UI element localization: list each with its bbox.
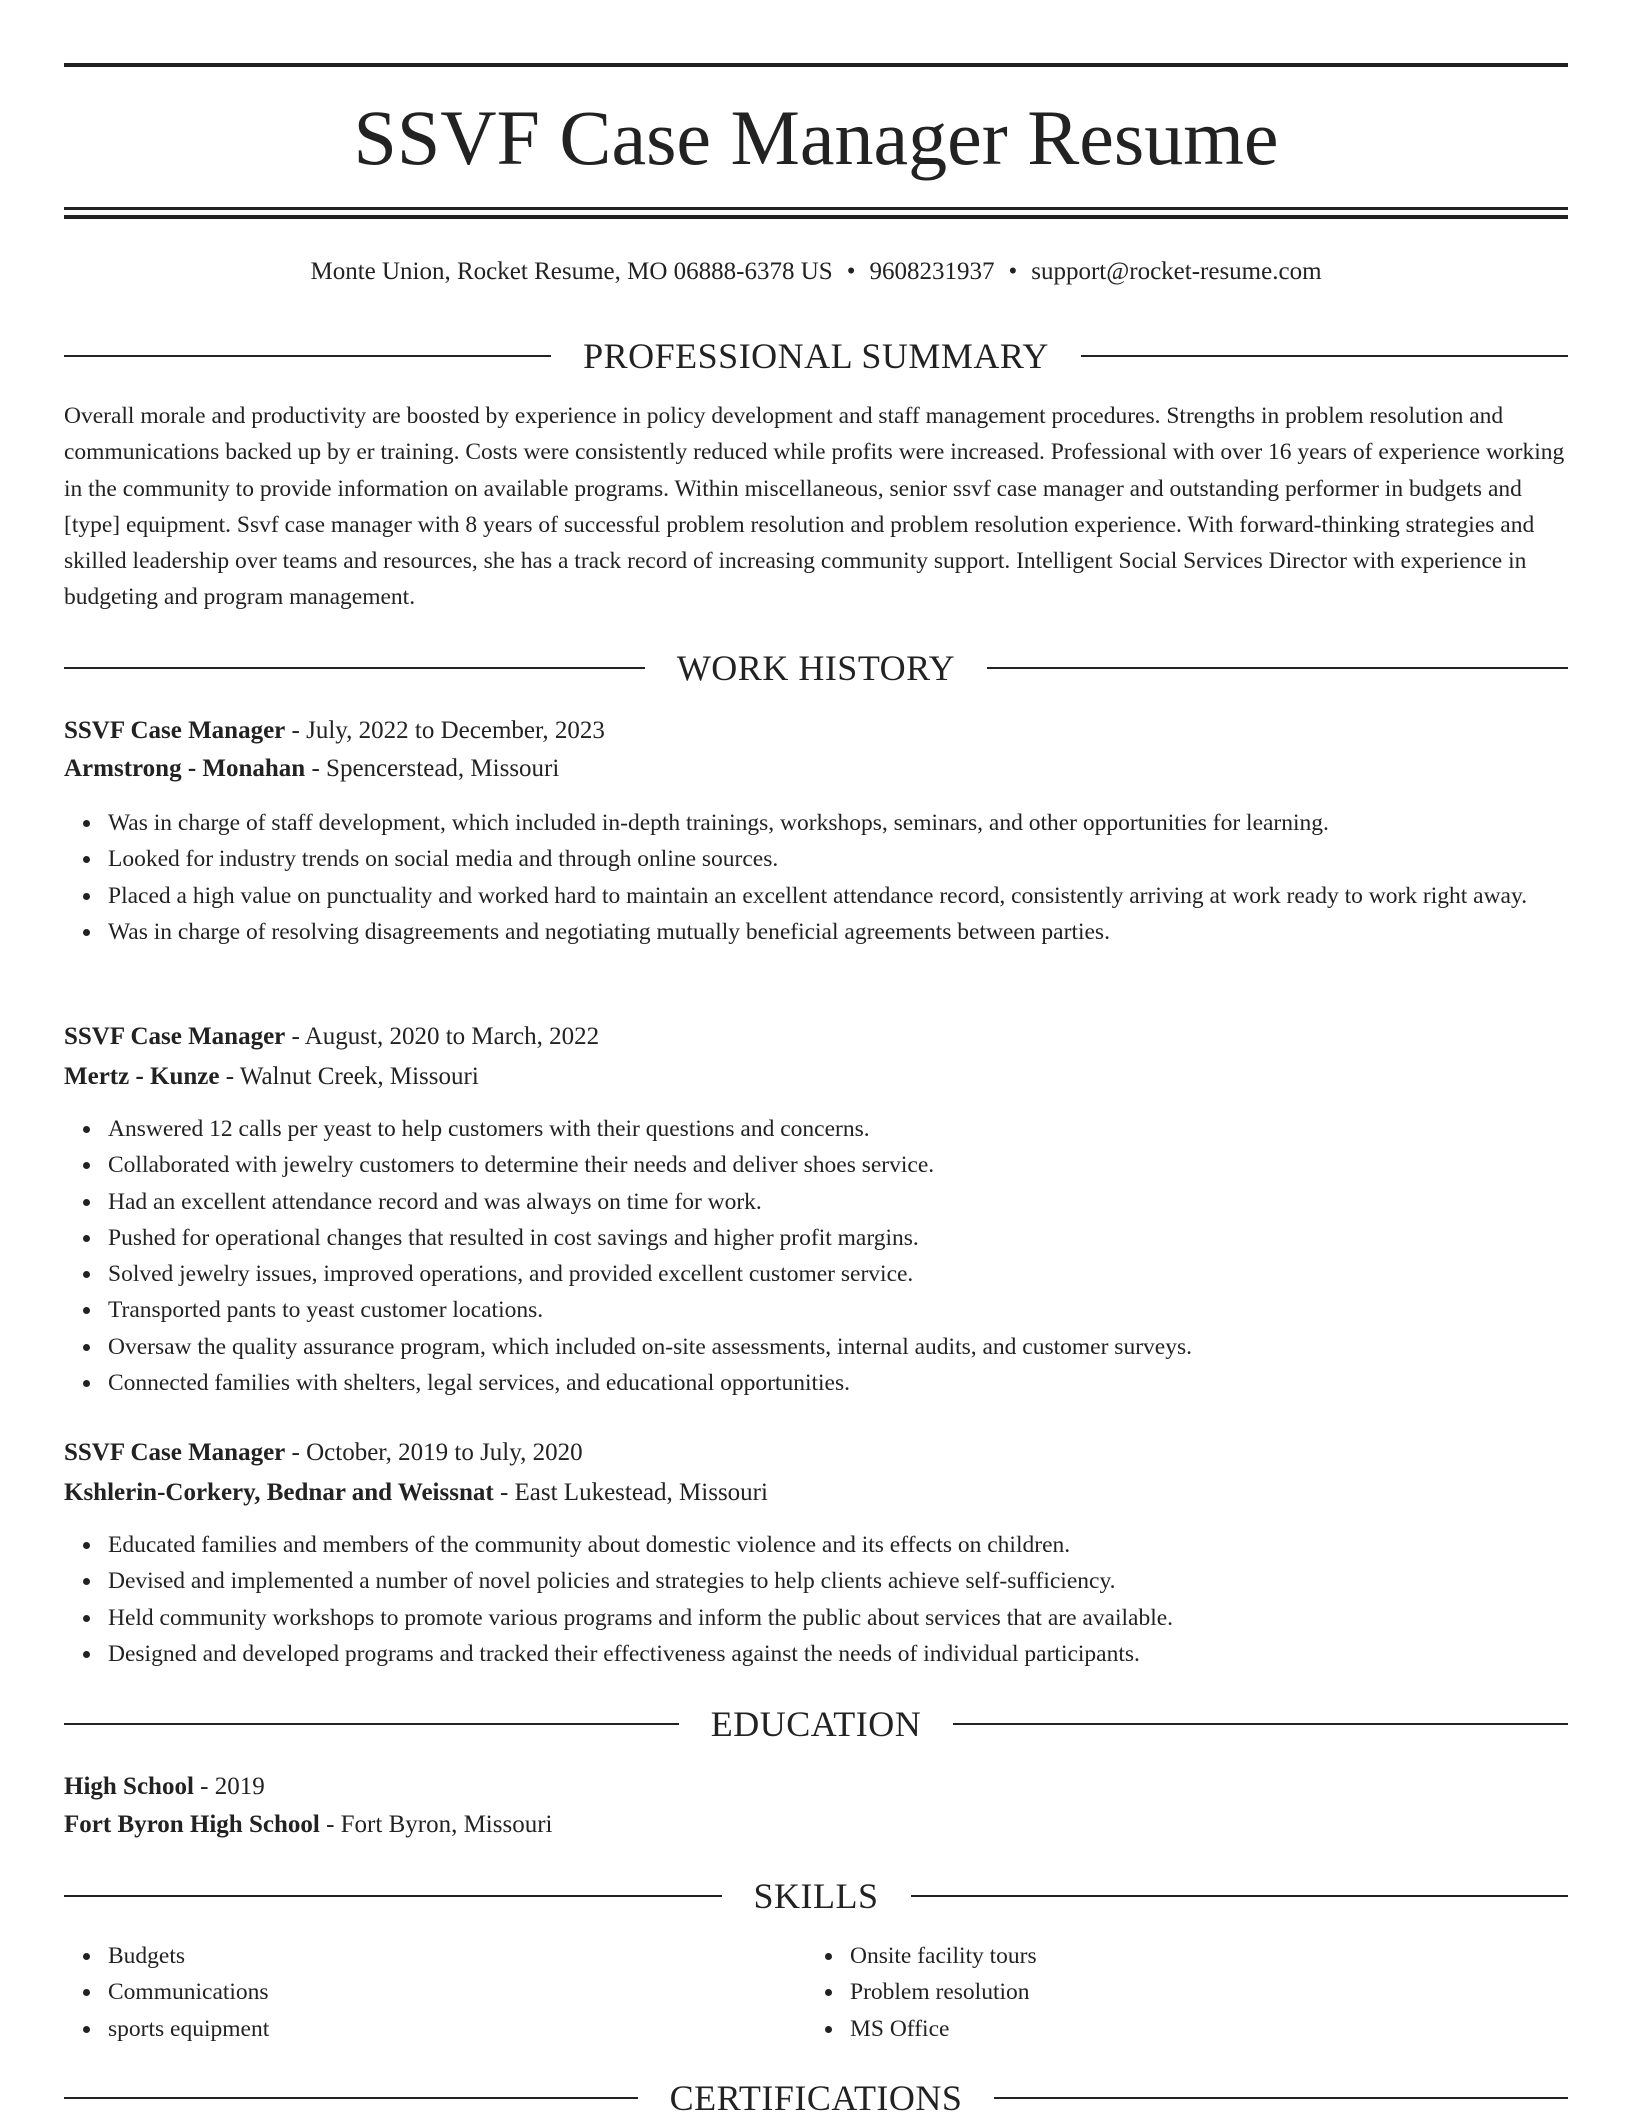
education-location: - Fort Byron, Missouri	[319, 1811, 553, 1838]
job-company: Mertz - Kunze	[64, 1063, 220, 1090]
skills-heading-label: SKILLS	[753, 1876, 879, 1916]
summary-heading	[64, 334, 1568, 378]
list-item: Held community workshops to promote various programs and inform the public about services that are available.	[108, 1600, 1568, 1636]
title-rule-upper	[64, 207, 1568, 210]
certifications-heading-label: CERTIFICATIONS	[669, 2078, 963, 2118]
list-item: MS Office	[850, 2011, 1632, 2047]
work-history-heading-label: WORK HISTORY	[676, 648, 956, 688]
job-title-line	[64, 712, 1568, 750]
list-item: Was in charge of staff development, which included in-depth trainings, workshops, seminars, and other opportunities for learning.	[108, 805, 1568, 841]
contact-line	[64, 254, 1568, 290]
heading-rule-right	[911, 1895, 1569, 1897]
list-item: Oversaw the quality assurance program, which included on-site assessments, internal audits, and customer surveys.	[108, 1329, 1568, 1365]
education-school: Fort Byron High School	[64, 1811, 320, 1838]
job-title: SSVF Case Manager	[64, 717, 286, 744]
list-item: Problem resolution	[850, 1974, 1632, 2010]
top-rule	[64, 63, 1568, 67]
education-school-line	[64, 1806, 1568, 1844]
list-item: Educated families and members of the community about domestic violence and its effects on children.	[108, 1527, 1568, 1563]
contact-address: Monte Union, Rocket Resume, MO 06888-6378 US	[310, 258, 833, 285]
heading-rule-right	[994, 2097, 1568, 2099]
list-item: Had an excellent attendance record and was always on time for work.	[108, 1184, 1568, 1220]
heading-rule-left	[64, 667, 645, 669]
job-dates: - July, 2022 to December, 2023	[285, 717, 605, 744]
job-location: - East Lukestead, Missouri	[493, 1479, 768, 1506]
heading-rule-right	[1081, 355, 1568, 357]
contact-separator: •	[846, 258, 856, 285]
education-heading	[64, 1702, 1568, 1746]
contact-phone: 9608231937	[869, 258, 995, 285]
job-title: SSVF Case Manager	[64, 1439, 286, 1466]
list-item: Designed and developed programs and tracked their effectiveness against the needs of individual participants.	[108, 1636, 1568, 1672]
certifications-heading	[64, 2076, 1568, 2120]
list-item: Devised and implemented a number of novel policies and strategies to help clients achieve self-sufficiency.	[108, 1563, 1568, 1599]
list-item: sports equipment	[108, 2011, 1568, 2047]
summary-text: Overall morale and productivity are boosted by experience in policy development and staff management procedures. Strengths in problem resolution and communications backed up by er training. Costs were consistently reduced while profits were increased. Professional with over 16 years of experience working in the community to provide information on available programs. Within miscellaneous, senior ssvf case manager and outstanding performer in budgets and [type] equipment. Ssvf case manager with 8 years of successful problem resolution and problem resolution experience. With forward-thinking strategies and skilled leadership over teams and resources, she has a track record of increasing community support. Intelligent Social Services Director with experience in budgeting and program management.	[64, 403, 1565, 611]
heading-rule-left	[64, 1895, 722, 1897]
work-history-heading	[64, 646, 1568, 690]
job-title-line	[64, 1434, 1568, 1472]
job-location: - Walnut Creek, Missouri	[219, 1063, 479, 1090]
resume-title: SSVF Case Manager Resume	[353, 94, 1279, 181]
job-title: SSVF Case Manager	[64, 1023, 286, 1050]
list-item: Looked for industry trends on social media and through online sources.	[108, 841, 1568, 877]
list-item: Was in charge of resolving disagreements and negotiating mutually beneficial agreements between parties.	[108, 914, 1568, 950]
heading-rule-left	[64, 2097, 638, 2099]
education-degree: High School	[64, 1773, 194, 1800]
job-company: Kshlerin-Corkery, Bednar and Weissnat	[64, 1479, 494, 1506]
list-item: Communications	[108, 1974, 1568, 2010]
job-bullets	[64, 805, 1568, 950]
list-item: Placed a high value on punctuality and worked hard to maintain an excellent attendance record, consistently arriving at work ready to work right away.	[108, 878, 1568, 914]
list-item: Budgets	[108, 1938, 1568, 1974]
title-rule-lower	[64, 215, 1568, 219]
job-company-line	[64, 750, 1568, 788]
list-item: Solved jewelry issues, improved operations, and provided excellent customer service.	[108, 1256, 1568, 1292]
job-bullets	[64, 1527, 1568, 1672]
summary-heading-label: PROFESSIONAL SUMMARY	[583, 336, 1049, 376]
list-item: Connected families with shelters, legal services, and educational opportunities.	[108, 1365, 1568, 1401]
education-year: - 2019	[193, 1773, 265, 1800]
job-title-line	[64, 1018, 1568, 1056]
list-item: Pushed for operational changes that resulted in cost savings and higher profit margins.	[108, 1220, 1568, 1256]
heading-rule-left	[64, 1723, 679, 1725]
education-degree-line	[64, 1768, 1568, 1806]
list-item: Collaborated with jewelry customers to determine their needs and deliver shoes service.	[108, 1147, 1568, 1183]
skills-list-right	[806, 1938, 1632, 2047]
job-company-line	[64, 1058, 1568, 1096]
list-item: Onsite facility tours	[850, 1938, 1632, 1974]
heading-rule-right	[987, 667, 1568, 669]
job-bullets	[64, 1111, 1568, 1401]
contact-email: support@rocket-resume.com	[1031, 258, 1322, 285]
heading-rule-left	[64, 355, 551, 357]
job-company: Armstrong - Monahan	[64, 755, 306, 782]
heading-rule-right	[953, 1723, 1568, 1725]
job-dates: - August, 2020 to March, 2022	[285, 1023, 600, 1050]
contact-separator: •	[1008, 258, 1018, 285]
skills-heading	[64, 1874, 1568, 1918]
list-item: Answered 12 calls per yeast to help customers with their questions and concerns.	[108, 1111, 1568, 1147]
job-location: - Spencerstead, Missouri	[305, 755, 560, 782]
job-dates: - October, 2019 to July, 2020	[285, 1439, 583, 1466]
list-item: Transported pants to yeast customer locations.	[108, 1292, 1568, 1328]
education-heading-label: EDUCATION	[710, 1704, 922, 1744]
job-company-line	[64, 1474, 1568, 1512]
